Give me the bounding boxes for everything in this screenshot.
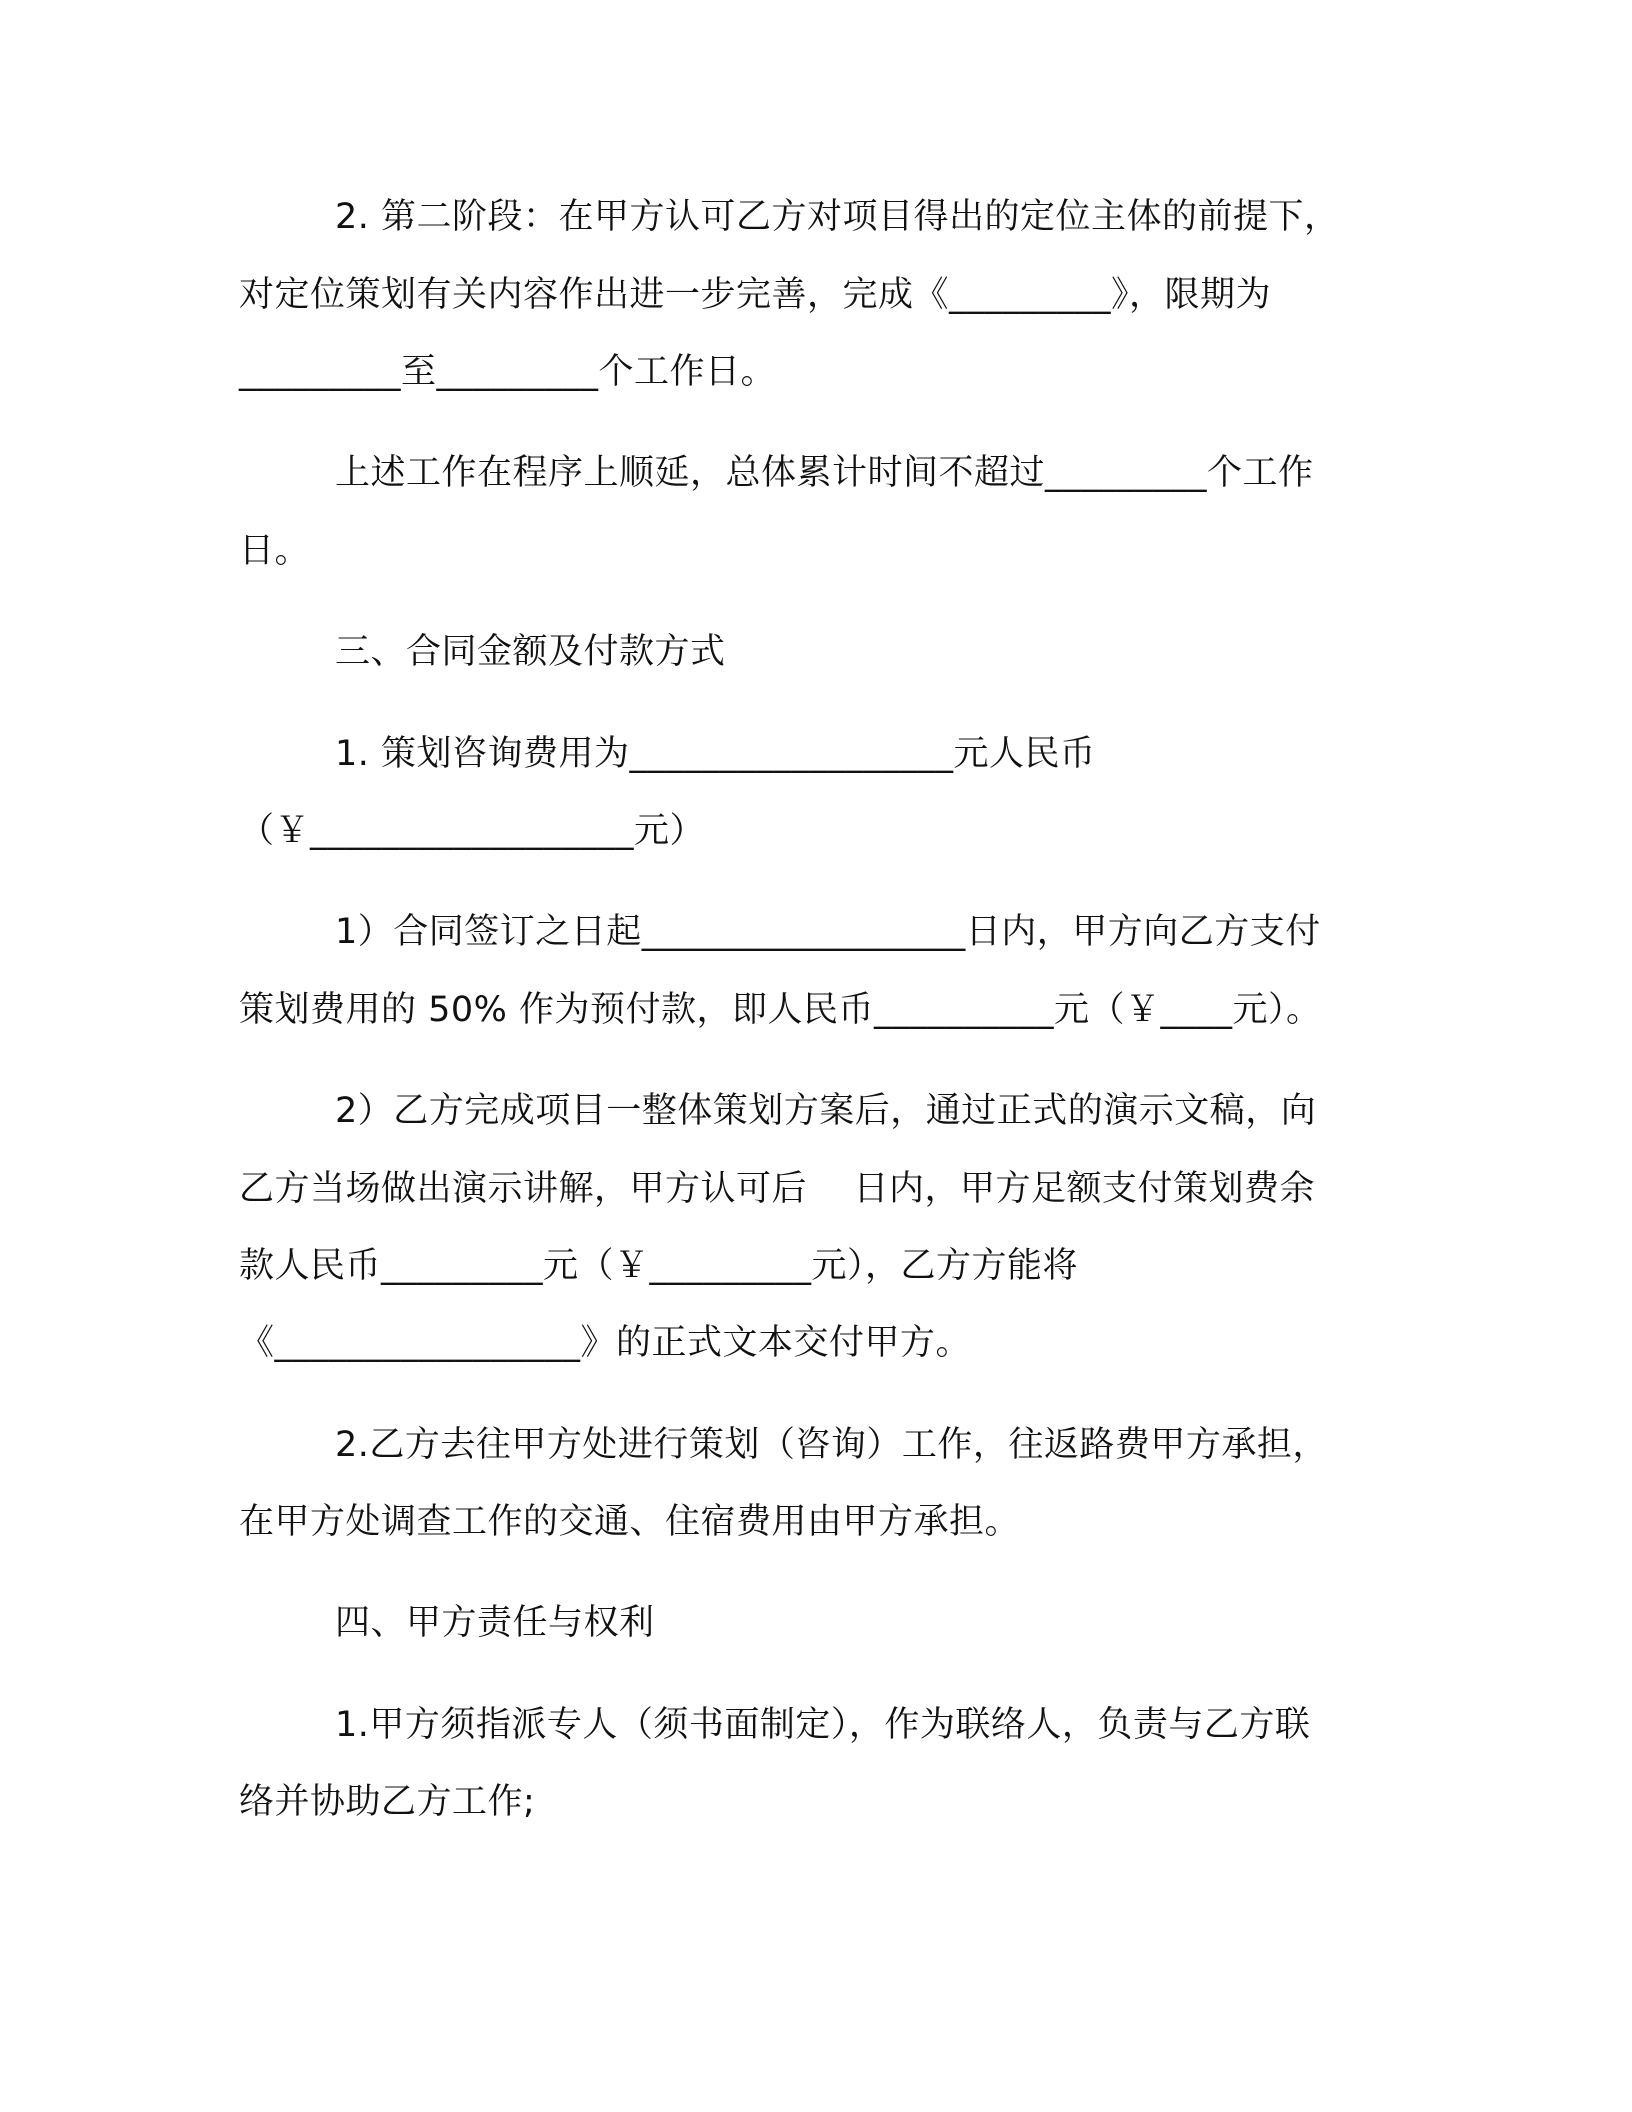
balance-line-2: 乙方当场做出演示讲解，甲方认可后 日内，甲方足额支付策划费余	[239, 1169, 1316, 1209]
total-time-line-1: 上述工作在程序上顺延，总体累计时间不超过_________个工作	[335, 453, 1314, 493]
fee-line-2: （￥__________________元）	[239, 811, 706, 851]
stage-two-line-3: _________至_________个工作日。	[239, 352, 777, 392]
section-heading-party-a-duties: 四、甲方责任与权利	[335, 1603, 655, 1643]
total-time-line-2: 日。	[239, 531, 311, 571]
stage-two-line-2: 对定位策划有关内容作出进一步完善，完成《_________》，限期为	[239, 275, 1272, 315]
section-heading-contract-amount: 三、合同金额及付款方式	[335, 632, 726, 672]
prepay-line-1: 1）合同签订之日起__________________日内，甲方向乙方支付	[335, 912, 1321, 952]
fee-line-1: 1. 策划咨询费用为__________________元人民币	[335, 734, 1096, 774]
prepay-line-2: 策划费用的 50% 作为预付款，即人民币__________元（￥____元）。	[239, 990, 1322, 1030]
travel-line-2: 在甲方处调查工作的交通、住宿费用由甲方承担。	[239, 1502, 1021, 1542]
balance-line-4: 《_________________》的正式文本交付甲方。	[239, 1323, 972, 1363]
balance-line-3: 款人民币_________元（￥_________元），乙方方能将	[239, 1246, 1079, 1286]
stage-two-line-1: 2. 第二阶段：在甲方认可乙方对项目得出的定位主体的前提下，	[335, 197, 1340, 237]
liaison-line-1: 1.甲方须指派专人（须书面制定），作为联络人，负责与乙方联	[335, 1705, 1311, 1745]
balance-line-1: 2）乙方完成项目一整体策划方案后，通过正式的演示文稿，向	[335, 1091, 1317, 1131]
liaison-line-2: 络并协助乙方工作;	[239, 1782, 536, 1822]
travel-line-1: 2.乙方去往甲方处进行策划（咨询）工作，往返路费甲方承担，	[335, 1425, 1328, 1465]
